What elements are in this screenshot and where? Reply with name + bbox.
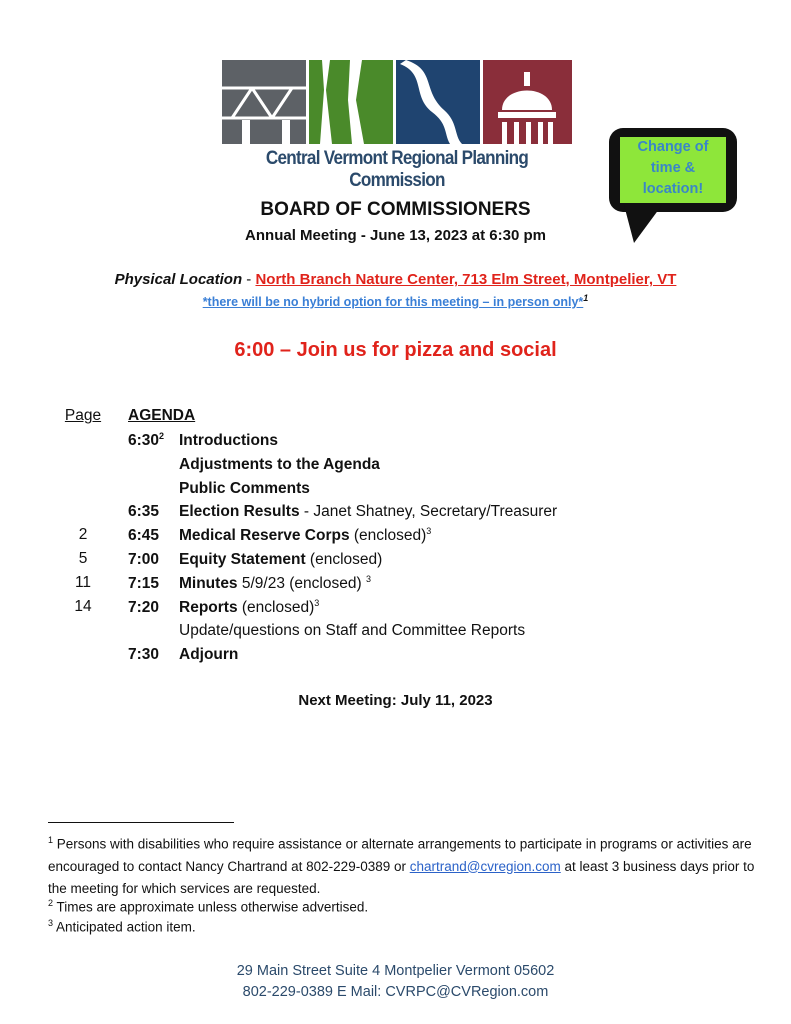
agenda-row bbox=[0, 645, 791, 669]
agenda-time-value: 7:00 bbox=[128, 551, 160, 569]
agenda-item-title: Introductions bbox=[179, 432, 279, 450]
agenda-time bbox=[128, 502, 159, 521]
page-title: BOARD OF COMMISSIONERS bbox=[260, 199, 531, 220]
agenda-time-value: 7:20 bbox=[128, 598, 160, 616]
footnote-ref: 3 bbox=[365, 573, 371, 584]
physical-location bbox=[0, 271, 791, 288]
agenda-row bbox=[0, 550, 791, 574]
callout-line: Change of bbox=[637, 139, 709, 155]
agenda-time bbox=[128, 598, 159, 617]
footnote-3 bbox=[48, 912, 768, 939]
agenda-item bbox=[179, 526, 431, 545]
agenda-time bbox=[128, 645, 159, 664]
footnote-ref: 3 bbox=[426, 526, 432, 537]
agenda-row bbox=[0, 574, 791, 598]
agenda-page: 14 bbox=[74, 597, 92, 615]
callout-line: time & bbox=[650, 160, 696, 176]
agenda-time bbox=[128, 431, 164, 450]
footnote-ref: 1 bbox=[583, 293, 589, 303]
agenda-item-title: Adjourn bbox=[179, 646, 239, 664]
footnote-text: at least 3 business days prior to the meeting for which services are requested. bbox=[48, 858, 755, 896]
location-link[interactable]: North Branch Nature Center, 713 Elm Street, Montpelier, VT bbox=[255, 271, 677, 288]
callout-line: location! bbox=[642, 181, 704, 197]
footnote-text: Persons with disabilities who require assistance or alternate arrangements to participate in programs or activities are encouraged to contact Nancy Chartrand at 802-229-0389 or bbox=[48, 836, 752, 874]
location-sep: - bbox=[242, 271, 256, 288]
agenda-time-value: 7:15 bbox=[128, 574, 160, 592]
agenda-time-value: 6:35 bbox=[128, 503, 160, 521]
footer-contact: 802-229-0389 E Mail: CVRPC@CVRegion.com bbox=[242, 984, 549, 1000]
agenda-page: 5 bbox=[78, 550, 88, 567]
agenda-item bbox=[179, 645, 238, 664]
footnote-divider bbox=[48, 822, 234, 823]
agenda-time bbox=[128, 550, 159, 569]
location-label: Physical Location bbox=[114, 271, 243, 288]
agenda-item-detail: (enclosed) bbox=[349, 527, 427, 545]
agenda-item bbox=[179, 479, 310, 498]
agenda-row bbox=[0, 621, 791, 645]
agenda-row bbox=[0, 526, 791, 550]
agenda-item-detail: (enclosed) bbox=[305, 551, 383, 569]
hybrid-note-line bbox=[0, 293, 791, 309]
agenda-item-title: Equity Statement bbox=[179, 551, 306, 569]
agenda-item-detail: 5/9/23 (enclosed) bbox=[237, 574, 366, 592]
agenda-item bbox=[179, 455, 380, 474]
agenda-item bbox=[179, 598, 319, 617]
agenda-time bbox=[128, 526, 159, 545]
agenda-item-detail: (enclosed) bbox=[237, 598, 315, 616]
agenda-time bbox=[128, 574, 159, 593]
agenda-time-value: 7:30 bbox=[128, 646, 160, 664]
footnote-ref: 2 bbox=[159, 431, 165, 441]
agenda-page: 11 bbox=[74, 573, 92, 591]
org-name: Central Vermont Regional Planning Commission bbox=[265, 148, 529, 191]
agenda-item bbox=[179, 431, 278, 450]
agenda-row bbox=[0, 502, 791, 526]
agenda-title: AGENDA bbox=[128, 407, 196, 424]
social-announcement: 6:00 – Join us for pizza and social bbox=[234, 339, 557, 361]
cvrpc-logo bbox=[222, 60, 572, 144]
footnote-number: 3 bbox=[48, 918, 54, 928]
page-column-header: Page bbox=[64, 407, 102, 424]
agenda-item-title: Medical Reserve Corps bbox=[179, 527, 350, 545]
agenda-item bbox=[179, 621, 525, 640]
agenda-time-value: 6:45 bbox=[128, 527, 160, 545]
meeting-subtitle: Annual Meeting - June 13, 2023 at 6:30 pm bbox=[245, 227, 546, 244]
agenda-row bbox=[0, 455, 791, 479]
email-link[interactable]: chartrand@cvregion.com bbox=[409, 858, 561, 874]
agenda-item-detail: Update/questions on Staff and Committee Reports bbox=[179, 622, 526, 640]
agenda-header bbox=[0, 407, 791, 431]
agenda-item bbox=[179, 574, 371, 593]
agenda-item-title: Election Results bbox=[179, 503, 300, 521]
agenda-item-detail: - Janet Shatney, Secretary/Treasurer bbox=[299, 503, 558, 521]
agenda-item-title: Minutes bbox=[179, 574, 238, 592]
footnote-text: Times are approximate unless otherwise advertised. bbox=[53, 899, 369, 915]
footnote-number: 2 bbox=[48, 898, 54, 908]
footer-address: 29 Main Street Suite 4 Montpelier Vermont 05602 bbox=[236, 963, 555, 979]
agenda-item-title: Reports bbox=[179, 598, 238, 616]
footnote-1 bbox=[48, 829, 768, 900]
footnote-number: 1 bbox=[48, 835, 54, 845]
agenda-time-value: 6:30 bbox=[128, 432, 160, 450]
agenda-item-title: Public Comments bbox=[179, 479, 310, 497]
agenda-row bbox=[0, 479, 791, 503]
footnote-text: Anticipated action item. bbox=[53, 919, 196, 935]
footnote-ref: 3 bbox=[314, 597, 320, 608]
next-meeting: Next Meeting: July 11, 2023 bbox=[298, 692, 493, 709]
agenda-page: 2 bbox=[78, 526, 88, 544]
agenda-item bbox=[179, 502, 557, 521]
agenda-item-title: Adjustments to the Agenda bbox=[179, 455, 380, 473]
agenda-row bbox=[0, 431, 791, 455]
hybrid-note-link[interactable]: *there will be no hybrid option for this meeting – in person only* bbox=[202, 295, 584, 310]
agenda-item bbox=[179, 550, 382, 569]
agenda-row bbox=[0, 598, 791, 622]
